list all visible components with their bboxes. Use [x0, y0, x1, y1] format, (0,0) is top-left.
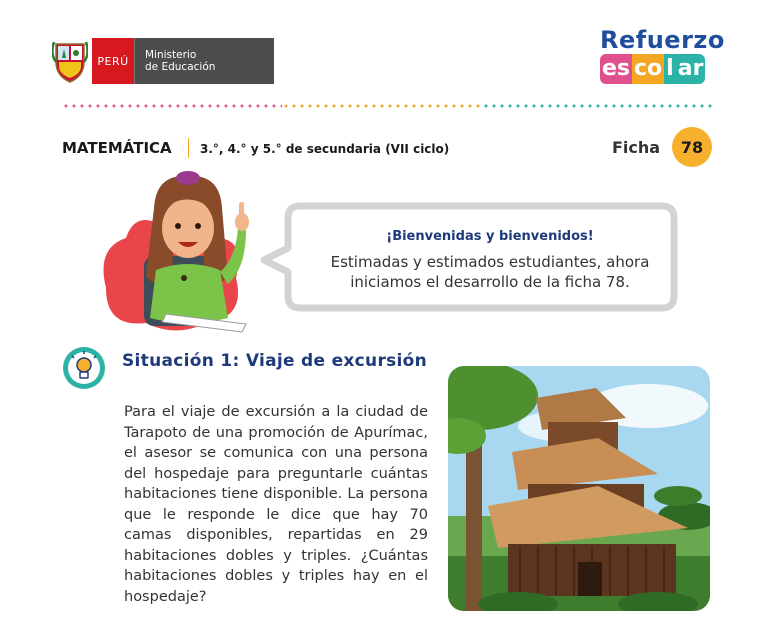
- ficha-number-badge: 78: [672, 127, 712, 167]
- lightbulb-icon: [62, 346, 106, 390]
- logo-piece-2: co: [632, 54, 664, 84]
- national-shield-icon: [52, 38, 88, 84]
- divider-dots-pink: [62, 104, 282, 108]
- subject-title: MATEMÁTICA: [62, 139, 172, 157]
- welcome-title: ¡Bienvenidas y bienvenidos!: [386, 229, 594, 244]
- jungle-lodge-illustration: [448, 366, 710, 611]
- situation-text: Para el viaje de excursión a la ciudad de Tarapoto de una promoción de Apurímac, el asesor se comunica con una persona del hospedaje para preguntarle cuántas habitaciones tiene disponible. La persona que le responde le dice que hay 70 camas disponibles, repartidas en 29 habitaciones dobles y triples. ¿Cuántas habitaciones dobles y triples hay en el hospedaje?: [124, 404, 428, 605]
- logo-piece-3: l: [664, 54, 676, 84]
- program-logo-title: Refuerzo: [600, 26, 725, 54]
- logo-piece-4: ar: [676, 54, 706, 84]
- divider-dots-teal: [482, 104, 714, 108]
- subject-separator: [188, 138, 189, 158]
- logo-piece-1: es: [600, 54, 632, 84]
- welcome-message: [310, 252, 670, 292]
- situation-title: Situación 1: Viaje de excursión: [122, 351, 428, 371]
- program-logo-subtitle: [600, 54, 705, 84]
- welcome-line-1: Estimadas y estimados estudiantes, ahora: [330, 253, 650, 271]
- divider-dots-orange: [282, 104, 482, 108]
- ministry-label: [134, 38, 274, 84]
- peru-label: PERÚ: [92, 38, 134, 84]
- ministry-line2: de Educación: [145, 61, 216, 73]
- ministry-line1: Ministerio: [145, 49, 197, 61]
- grade-label: 3.°, 4.° y 5.° de secundaria (VII ciclo): [200, 142, 450, 156]
- ficha-label: Ficha: [612, 138, 661, 157]
- welcome-line-2: iniciamos el desarrollo de la ficha 78.: [350, 273, 630, 291]
